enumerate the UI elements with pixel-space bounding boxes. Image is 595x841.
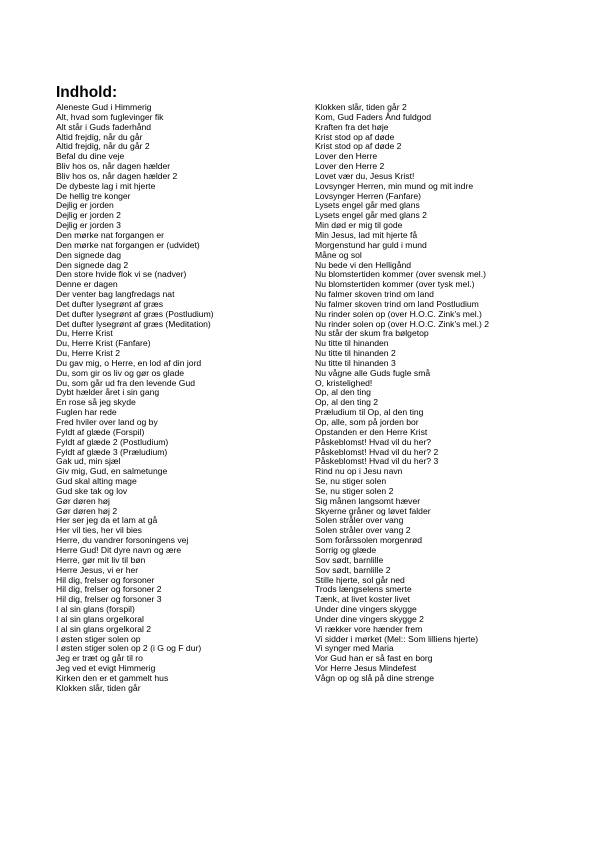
toc-entry: Gud skal alting mage [56, 476, 137, 487]
toc-entry: Måne og sol [315, 249, 362, 260]
toc-entry: Sorrig og glæde [315, 544, 377, 555]
toc-entry: Det dufter lysegrønt af græs (Meditation) [56, 318, 211, 329]
toc-entry: Nu vågne alle Guds fugle små [315, 367, 431, 378]
toc-entry: Opstanden er den Herre Krist [315, 426, 428, 437]
toc-entry: Vi rækker vore hænder frem [315, 623, 423, 634]
toc-entry: Under dine vingers skygge [315, 604, 417, 615]
toc-entry: Se, nu stiger solen 2 [315, 485, 394, 496]
toc-entry: Nu titte til hinanden 2 [315, 348, 396, 359]
toc-entry: Jeg ved et evigt Himmerig [56, 663, 156, 674]
toc-entry: Sig månen langsomt hæver [315, 495, 421, 506]
toc-entry: Solen stråler over vang 2 [315, 525, 411, 536]
toc-column-left [56, 103, 306, 694]
toc-entry: Nu falmer skoven trind om land Postludium [315, 298, 479, 309]
toc-entry: O, kristelighed! [315, 377, 373, 388]
toc-entry: Dejlig er jorden 3 [56, 220, 121, 231]
toc-entry: Lovet vær du, Jesus Krist! [315, 170, 415, 181]
toc-entry: Den mørke nat forgangen er (udvidet) [56, 239, 200, 250]
toc-entry: Du, som gir os liv og gør os glade [56, 367, 185, 378]
toc-entry: De hellig tre konger [56, 190, 131, 201]
toc-entry: Fuglen har rede [56, 407, 117, 418]
toc-entry: Altid frejdig, når du går 2 [56, 141, 150, 152]
toc-entry: Morgenstund har guld i mund [315, 239, 427, 250]
toc-entry: Herre Gud! Dit dyre navn og ære [56, 544, 182, 555]
toc-entry: Denne er dagen [56, 279, 118, 290]
toc-entry: Stille hjerte, sol går ned [315, 574, 405, 585]
toc-entry: Klokken slår, tiden går 2 [315, 102, 407, 112]
toc-entry: Fyldt af glæde 2 (Postludium) [56, 436, 169, 447]
toc-entry: Hil dig, frelser og forsoner [56, 574, 155, 585]
toc-entry: I al sin glans orgelkoral 2 [56, 623, 152, 634]
toc-entry: Lysets engel går med glans 2 [315, 210, 427, 221]
toc-entry: Her vil ties, her vil bies [56, 525, 142, 536]
toc-entry: Klokken slår, tiden går [56, 682, 141, 693]
toc-entry: Min Jesus, lad mit hjerte få [315, 229, 418, 240]
toc-entry: Præludium til Op, al den ting [315, 407, 424, 418]
toc-entry: Herre Jesus, vi er her [56, 564, 139, 575]
toc-entry: Du, som går ud fra den levende Gud [56, 377, 196, 388]
toc-entry: Gør døren høj 2 [56, 505, 118, 516]
toc-entry: Det dufter lysegrønt af græs (Postludium) [56, 308, 214, 319]
toc-entry: Bliv hos os, når dagen hælder 2 [56, 170, 178, 181]
toc-entry: Kirken den er et gammelt hus [56, 672, 169, 683]
toc-entry: Bliv hos os, når dagen hælder [56, 161, 171, 172]
toc-column-right [315, 103, 565, 684]
toc-entry: Solen stråler over vang [315, 515, 404, 526]
toc-entry: Her ser jeg da et lam at gå [56, 515, 158, 526]
toc-entry: Hil dig, frelser og forsoner 3 [56, 594, 162, 605]
toc-entry: Lovsynger Herren (Fanfare) [315, 190, 422, 201]
toc-entry: Sov sødt, barnlille 2 [315, 564, 391, 575]
toc-entry: Nu blomstertiden kommer (over svensk mel.) [315, 269, 486, 280]
toc-entry: De dybeste lag i mit hjerte [56, 180, 156, 191]
toc-entry: Nu falmer skoven trind om land [315, 289, 434, 300]
toc-entry: Gak ud, min sjæl [56, 456, 121, 467]
toc-entry: Lover den Herre 2 [315, 161, 385, 172]
toc-entry: Nu blomstertiden kommer (over tysk mel.) [315, 279, 475, 290]
toc-entry: Krist stod op af døde [315, 131, 395, 142]
toc-entry: Under dine vingers skygge 2 [315, 613, 424, 624]
toc-entry: Herre, gør mit liv til bøn [56, 554, 146, 565]
toc-entry: Vi sidder i mørket (Mel:: Som lilliens hjerte) [315, 633, 479, 644]
toc-entry: I østen stiger solen op 2 (i G og F dur) [56, 643, 202, 654]
toc-entry: Gud ske tak og lov [56, 485, 128, 496]
toc-entry: I al sin glans orgelkoral [56, 613, 144, 624]
toc-entry: Fyldt af glæde (Forspil) [56, 426, 145, 437]
toc-entry: Nu bede vi den Helligånd [315, 259, 412, 270]
toc-entry: Du gav mig, o Herre, en lod af din jord [56, 357, 202, 368]
toc-entry: Op, alle, som på jorden bor [315, 417, 419, 427]
toc-entry: Alt, hvad som fuglevinger fik [56, 111, 164, 122]
toc-entry: Kom, Gud Faders Ånd fuldgod [315, 111, 432, 122]
toc-entry: Det dufter lysegrønt af græs [56, 298, 163, 309]
toc-entry: Dybt hælder året i sin gang [56, 387, 160, 398]
toc-entry: Som forårssolen morgenrød [315, 535, 422, 546]
toc-entry: Nu titte til hinanden [315, 338, 389, 349]
toc-entry: Vågn op og slå på dine strenge [315, 672, 434, 683]
toc-entry: I al sin glans (forspil) [56, 604, 135, 615]
toc-entry: Rind nu op i Jesu navn [315, 466, 403, 477]
toc-entry: Nu rinder solen op (over H.O.C. Zink's mel.) [315, 308, 482, 319]
toc-entry: Se, nu stiger solen [315, 476, 387, 487]
toc-entry: Nu står der skum fra bølgetop [315, 328, 429, 339]
toc-entry: Skyerne gråner og løvet falder [315, 505, 431, 516]
toc-entry: Lover den Herre [315, 151, 378, 162]
toc-entry: Der venter bag langfredags nat [56, 289, 175, 300]
toc-entry: Den signede dag 2 [56, 259, 129, 270]
toc-entry: Gør døren høj [56, 495, 110, 506]
toc-entry: Herre, du vandrer forsoningens vej [56, 535, 189, 546]
toc-entry: Vor Gud han er så fast en borg [315, 653, 433, 664]
toc-entry: Aleneste Gud i Himmerig [56, 102, 152, 112]
toc-entry: Du, Herre Krist (Fanfare) [56, 338, 151, 349]
toc-entry: Fred hviler over land og by [56, 417, 158, 427]
page-title: Indhold: [56, 84, 118, 101]
toc-entry: Befal du dine veje [56, 151, 125, 162]
toc-entry: Påskeblomst! Hvad vil du her? 2 [315, 446, 439, 457]
toc-entry: Vor Herre Jesus Mindefest [315, 663, 417, 674]
toc-entry: Lysets engel går med glans [315, 200, 420, 211]
toc-entry: Dejlig er jorden 2 [56, 210, 121, 221]
toc-entry: Nu rinder solen op (over H.O.C. Zink's mel.) 2 [315, 318, 490, 329]
toc-entry: Op, al den ting 2 [315, 397, 379, 408]
toc-entry: Hil dig, frelser og forsoner 2 [56, 584, 162, 595]
toc-entry: Fyldt af glæde 3 (Præludium) [56, 446, 168, 457]
toc-entry: Lovsynger Herren, min mund og mit indre [315, 180, 474, 191]
toc-entry: Giv mig, Gud, en salmetunge [56, 466, 168, 477]
toc-entry: Du, Herre Krist [56, 328, 113, 339]
toc-entry: Den store hvide flok vi se (nadver) [56, 269, 187, 280]
toc-entry: Vi synger med Maria [315, 643, 394, 654]
toc-entry: Alt står i Guds faderhånd [56, 121, 152, 132]
toc-entry: Op, al den ting [315, 387, 371, 398]
toc-entry: Du, Herre Krist 2 [56, 348, 120, 359]
toc-entry: Trods længselens smerte [315, 584, 412, 595]
toc-entry: Krist stod op af døde 2 [315, 141, 402, 152]
toc-entry: Tænk, at livet koster livet [315, 594, 411, 605]
toc-entry: Sov sødt, barnlille [315, 554, 384, 565]
toc-entry: Den mørke nat forgangen er [56, 229, 164, 240]
toc-entry: Påskeblomst! Hvad vil du her? 3 [315, 456, 439, 467]
toc-entry: En rose så jeg skyde [56, 397, 136, 408]
toc-entry: Altid frejdig, når du går [56, 131, 143, 142]
toc-entry: I østen stiger solen op [56, 633, 141, 644]
toc-entry: Jeg er træt og går til ro [56, 653, 143, 664]
toc-entry: Den signede dag [56, 249, 121, 260]
toc-entry: Nu titte til hinanden 3 [315, 357, 396, 368]
toc-entry: Påskeblomst! Hvad vil du her? [315, 436, 432, 447]
toc-entry: Kraften fra det høje [315, 121, 389, 132]
toc-entry: Min død er mig til gode [315, 220, 403, 231]
toc-entry: Dejlig er jorden [56, 200, 114, 211]
